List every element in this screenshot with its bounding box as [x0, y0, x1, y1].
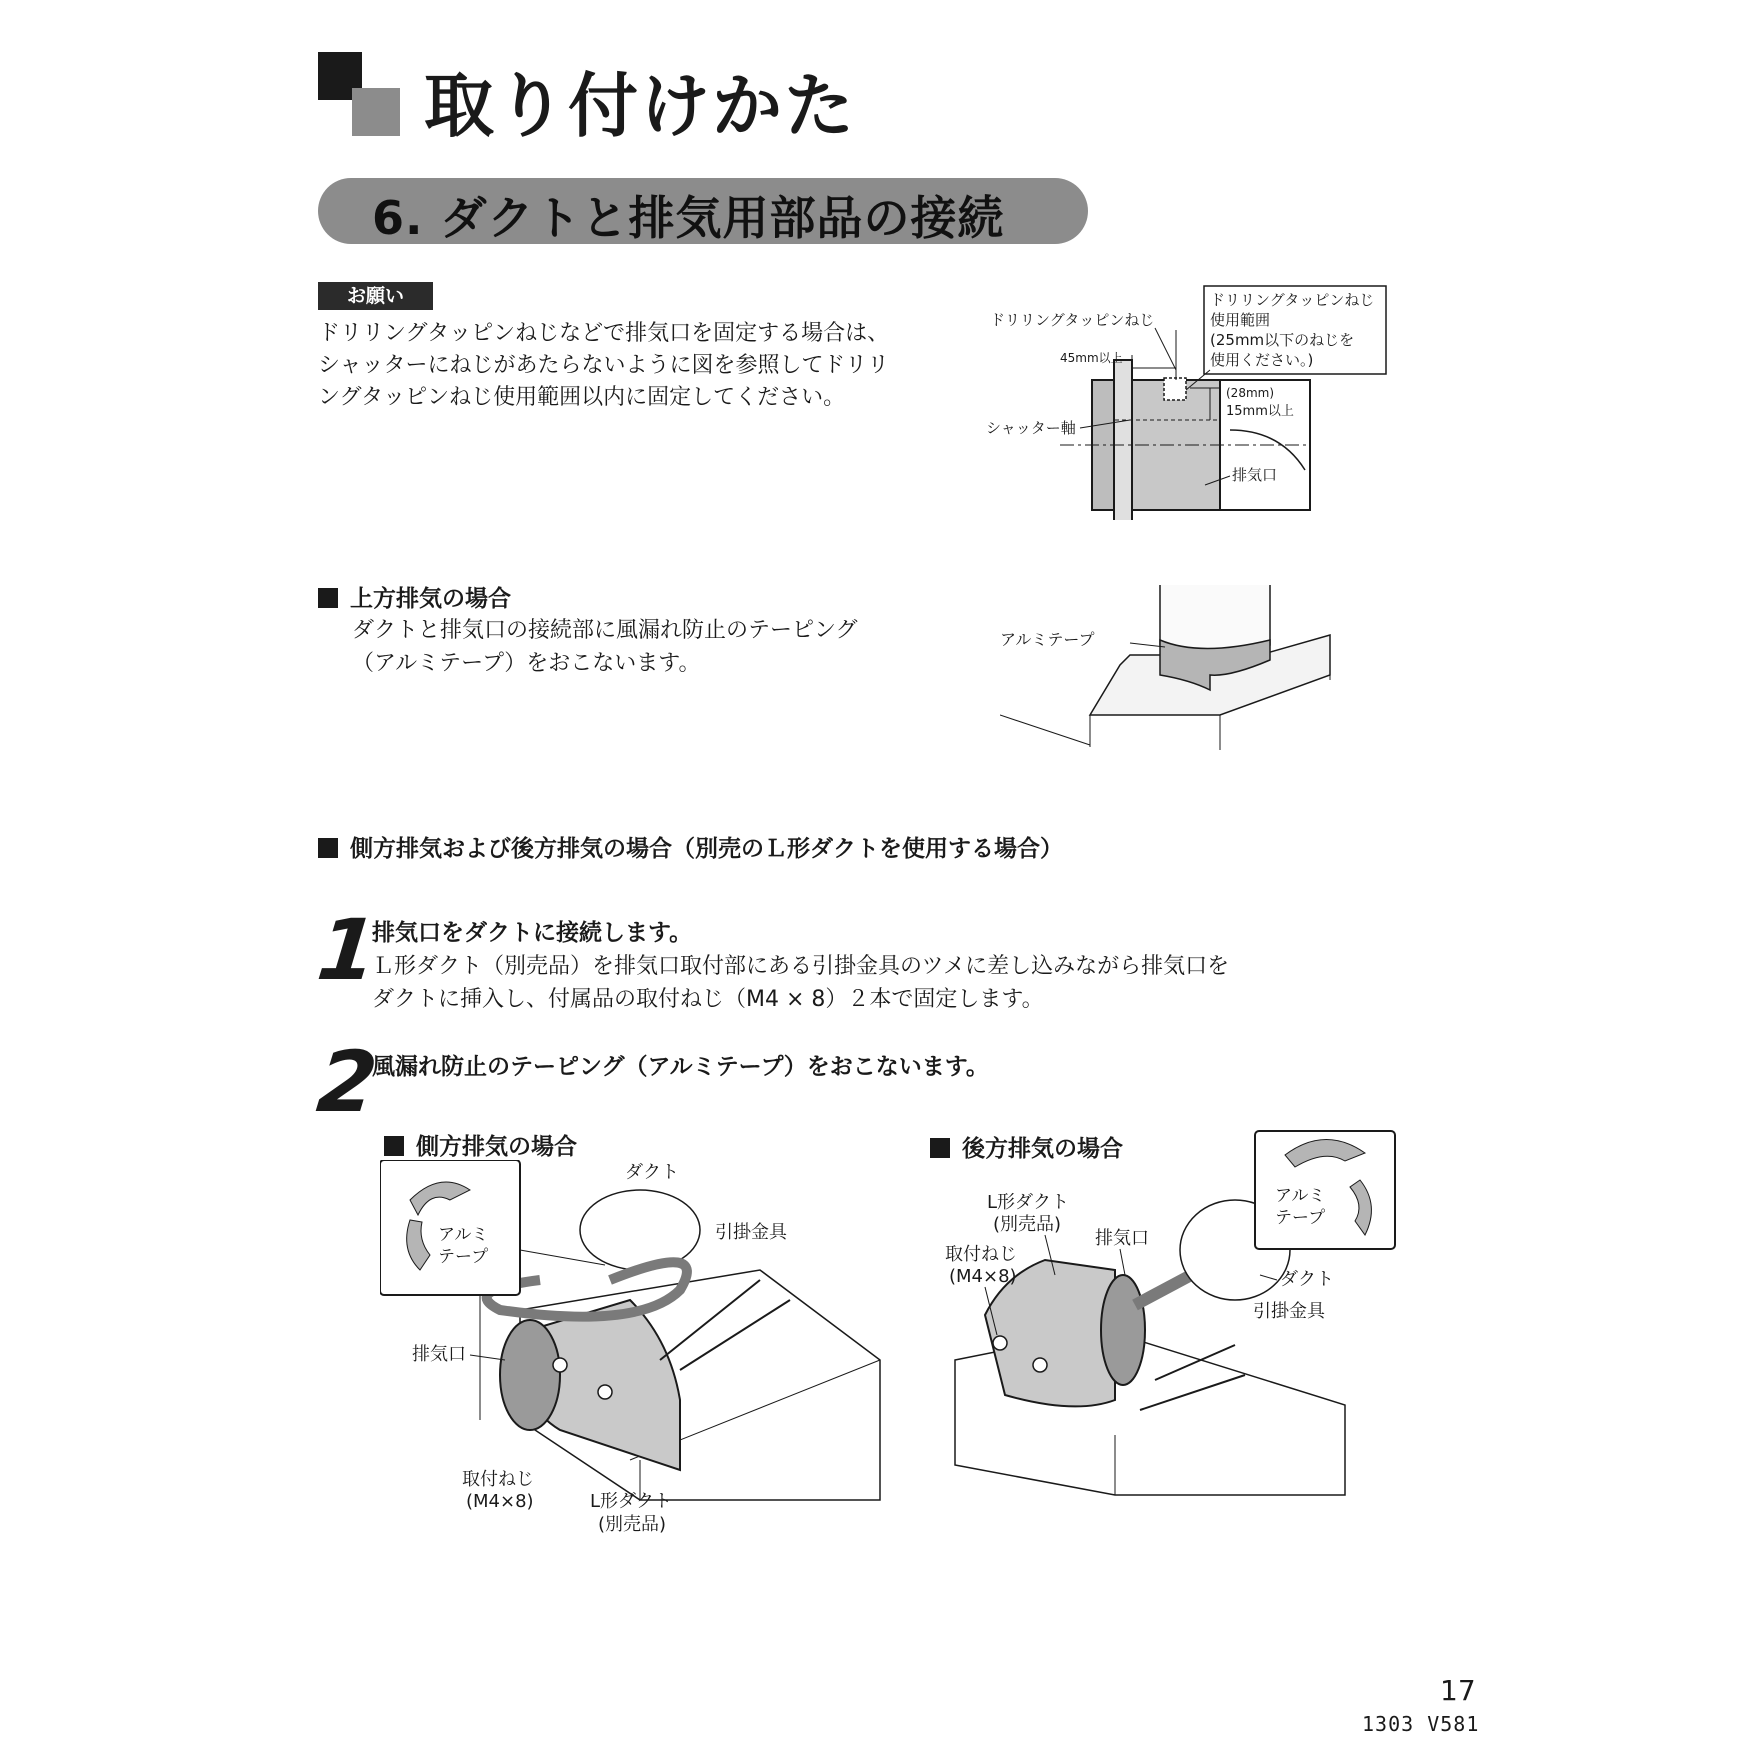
- upward-line: ダクトと排気口の接続部に風漏れ防止のテーピング: [352, 618, 858, 643]
- side-figure-heading-text: 側方排気の場合: [416, 1134, 577, 1160]
- notice-line: シャッターにねじがあたらないように図を参照してドリリ: [318, 353, 890, 378]
- notice-line: ドリリングタッピンねじなどで排気口を固定する場合は、: [318, 321, 890, 346]
- upward-line: （アルミテープ）をおこないます。: [352, 651, 701, 676]
- back-figure-heading-text: 後方排気の場合: [962, 1136, 1123, 1162]
- step-number-2: 2: [312, 1033, 382, 1131]
- callout-line: (25mm以下のねじを: [1210, 331, 1355, 349]
- upward-heading-text: 上方排気の場合: [350, 586, 511, 612]
- step-number-1: 1: [312, 901, 382, 999]
- label-screw: 取付ねじ: [945, 1244, 1017, 1265]
- step-title-1: 排気口をダクトに接続します。: [372, 920, 693, 946]
- notice-line: ングタッピンねじ使用範囲以内に固定してください。: [318, 385, 846, 410]
- insert-arrow-shaft: [1135, 1273, 1195, 1305]
- inset-line: テープ: [438, 1247, 489, 1267]
- side-figure-heading: [384, 1128, 577, 1161]
- screw-icon: [553, 1358, 567, 1372]
- inset-line: アルミ: [438, 1225, 489, 1245]
- callout-line: 使用範囲: [1210, 311, 1271, 329]
- exhaust-port-ring: [1101, 1275, 1145, 1385]
- notice-tag: お願い: [318, 282, 433, 310]
- step-title-2: 風漏れ防止のテーピング（アルミテープ）をおこないます。: [372, 1054, 989, 1080]
- side-exhaust-diagram: [380, 1160, 900, 1550]
- step-text-1: [372, 950, 1332, 1016]
- inset-line: アルミ: [1275, 1186, 1326, 1206]
- label-exhaust-leader: [470, 1355, 505, 1360]
- screw-range-box: [1164, 378, 1186, 400]
- label-exhaust: 排気口: [1095, 1228, 1149, 1249]
- duct-cylinder: [580, 1190, 700, 1270]
- label-screw: 取付ねじ: [462, 1469, 534, 1490]
- document-code: 1303 V581: [1362, 1712, 1480, 1736]
- label-duct: ダクト: [1280, 1269, 1334, 1290]
- bullet-square: [384, 1136, 404, 1156]
- callout-line: ドリリングタッピンねじ: [1210, 291, 1375, 309]
- screw-icon: [993, 1336, 1007, 1350]
- page-title: 取り付けかた: [424, 65, 856, 147]
- side-back-heading-text: 側方排気および後方排気の場合（別売のＬ形ダクトを使用する場合）: [350, 836, 1063, 862]
- dim-15: 15mm以上: [1226, 404, 1294, 419]
- label-screw-leader: [1155, 328, 1176, 370]
- bullet-square: [318, 838, 338, 858]
- upward-tape-diagram: [1000, 585, 1360, 750]
- callout-line: 使用ください。): [1210, 351, 1314, 369]
- bullet-square: [318, 588, 338, 608]
- screw-icon: [1033, 1358, 1047, 1372]
- shutter-curve: [1230, 430, 1305, 470]
- header-square-gray: [352, 88, 400, 136]
- section-title: 6. ダクトと排気用部品の接続: [372, 191, 1005, 245]
- label-exhaust: 排気口: [1232, 466, 1278, 484]
- label-hook: 引掛金具: [715, 1222, 787, 1243]
- screw-icon: [598, 1385, 612, 1399]
- inset-line: テープ: [1275, 1208, 1326, 1228]
- label-screw-size: (M4×8): [949, 1266, 1017, 1287]
- side-back-heading: [318, 830, 1063, 863]
- label-tape: アルミテープ: [1000, 630, 1095, 649]
- base-edge: [1000, 715, 1090, 745]
- exhaust-port-ring: [500, 1320, 560, 1430]
- label-lduct-note: (別売品): [598, 1514, 667, 1535]
- label-exhaust: 排気口: [412, 1344, 466, 1365]
- step-1-line: Ｌ形ダクト（別売品）を排気口取付部にある引掛金具のツメに差し込みながら排気口を: [372, 954, 1230, 979]
- label-screw-size: (M4×8): [466, 1491, 534, 1512]
- step-1-line: ダクトに挿入し、付属品の取付ねじ（M4 × 8）２本で固定します。: [372, 987, 1044, 1012]
- label-screw: ドリリングタッピンねじ: [990, 311, 1155, 329]
- label-hook: 引掛金具: [1253, 1301, 1325, 1322]
- dim-28: (28mm): [1226, 386, 1275, 400]
- label-shaft: シャッター軸: [986, 419, 1076, 437]
- label-lduct: L形ダクト: [590, 1491, 673, 1512]
- label-lduct: L形ダクト: [987, 1192, 1070, 1213]
- upward-heading: [318, 580, 511, 613]
- label-exhaust-leader: [1120, 1249, 1125, 1275]
- flange: [1114, 360, 1132, 520]
- page-number: 17: [1440, 1674, 1476, 1707]
- screw-range-diagram: [980, 280, 1400, 520]
- dim-45: 45mm以上: [1060, 351, 1123, 365]
- back-exhaust-diagram: [945, 1125, 1405, 1505]
- label-duct: ダクト: [625, 1162, 679, 1183]
- notice-text: [318, 318, 918, 414]
- label-lduct-note: (別売品): [993, 1214, 1062, 1235]
- upward-text: [352, 614, 972, 680]
